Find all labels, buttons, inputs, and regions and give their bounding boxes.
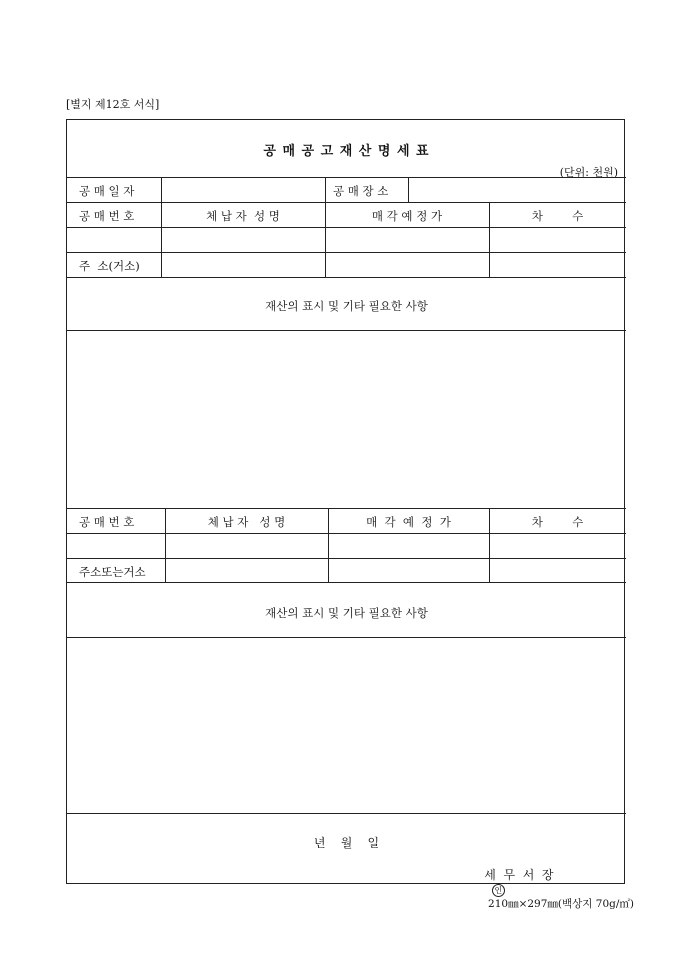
address-label: 주 소(거소) — [79, 259, 140, 273]
divider — [67, 508, 626, 509]
statement-form — [66, 119, 625, 895]
round-label-2: 차 수 — [531, 515, 584, 529]
divider — [408, 177, 409, 202]
divider — [67, 582, 626, 583]
round-label: 차 수 — [531, 209, 584, 223]
date-line: 년 월 일 — [313, 836, 380, 850]
divider — [67, 177, 626, 178]
delinquent-name-label: 체 납 자 성 명 — [206, 209, 280, 223]
unit-note: (단위: 천원) — [559, 166, 618, 179]
divider — [67, 277, 626, 278]
form-title: 공 매 공 고 재 산 명 세 표 — [263, 144, 430, 159]
auction-place-label: 공 매 장 소 — [333, 184, 389, 198]
divider — [67, 637, 626, 638]
seal-mark: 인 — [492, 884, 505, 897]
property-note-label-2: 재산의 표시 및 기타 필요한 사항 — [265, 606, 428, 620]
delinquent-name-label-2: 체 납 자 성 명 — [207, 515, 286, 529]
divider — [161, 177, 162, 277]
auction-number-label: 공 매 번 호 — [79, 209, 135, 223]
address-label-2: 주소또는거소 — [79, 565, 146, 579]
divider — [67, 252, 626, 253]
expected-price-label-2: 매 각 예 정 가 — [366, 515, 451, 529]
divider — [67, 813, 626, 814]
form-number: [별지 제12호 서식] — [66, 98, 160, 111]
divider — [67, 533, 626, 534]
expected-price-label: 매 각 예 정 가 — [371, 209, 443, 223]
divider — [67, 227, 626, 228]
auction-number-label-2: 공 매 번 호 — [79, 515, 135, 529]
divider — [67, 202, 626, 203]
paper-spec: 210㎜×297㎜(백상지 70g/㎡) — [488, 898, 634, 910]
divider — [67, 330, 626, 331]
tax-office-head: 세 무 서 장 — [484, 868, 554, 882]
property-note-label: 재산의 표시 및 기타 필요한 사항 — [265, 299, 428, 313]
auction-date-label: 공 매 일 자 — [79, 184, 135, 198]
divider — [325, 177, 326, 277]
divider — [67, 558, 626, 559]
